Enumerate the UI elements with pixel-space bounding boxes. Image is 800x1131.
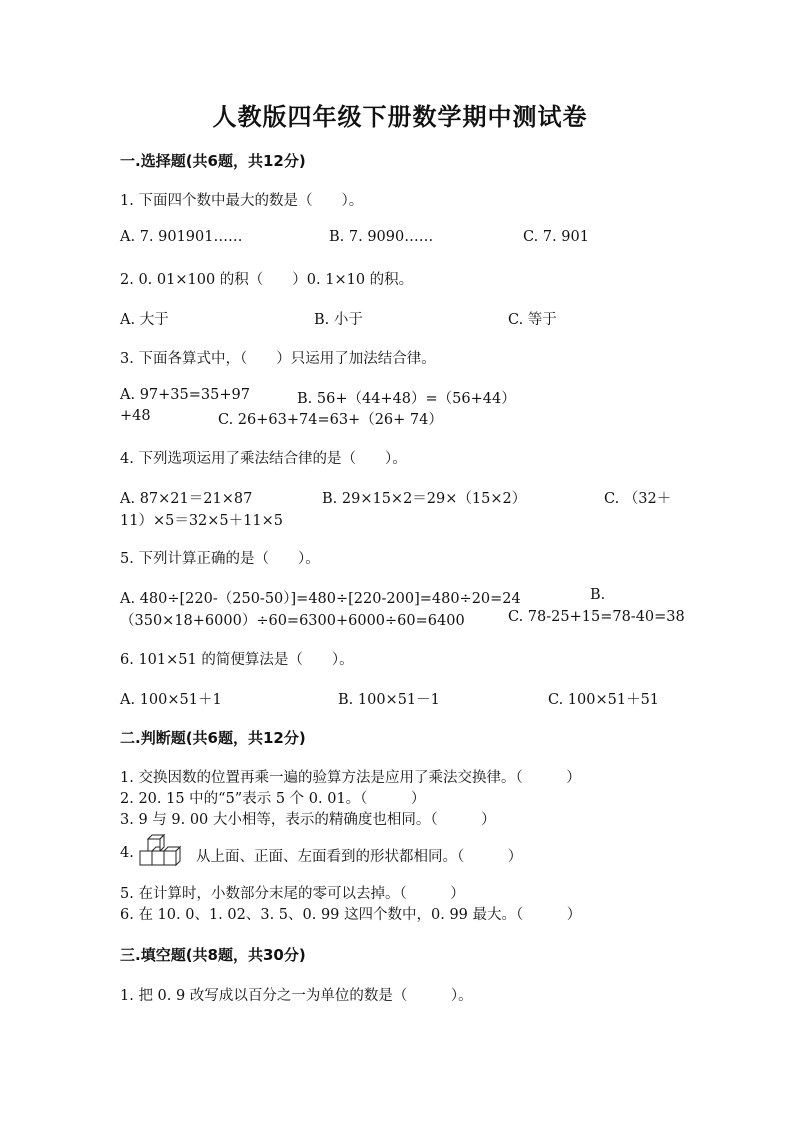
section-heading-fill-blank: 三.填空题(共8题，共30分)	[120, 946, 306, 964]
option-b: B. 小于	[314, 312, 363, 328]
question-stem: 1. 下面四个数中最大的数是（ ）。	[120, 193, 364, 209]
cube-stack-icon	[138, 833, 190, 869]
option-c: C. 26+63+74=63+（26+ 74）	[218, 412, 443, 428]
option-b-continued: （350×18+6000）÷60=6300+6000÷60=6400	[120, 613, 465, 629]
option-a: A. 87×21＝21×87	[120, 491, 253, 507]
option-c: C. 7. 901	[523, 229, 589, 245]
judgement-item: 2. 20. 15 中的“5”表示 5 个 0. 01。（ ）	[120, 791, 426, 807]
judgement-item-number: 4.	[120, 845, 134, 861]
judgement-item: 5. 在计算时，小数部分末尾的零可以去掉。（ ）	[120, 886, 465, 902]
question-stem: 2. 0. 01×100 的积（ ）0. 1×10 的积。	[120, 272, 414, 288]
option-b: B. 100×51－1	[338, 692, 440, 708]
judgement-item: 1. 交换因数的位置再乘一遍的验算方法是应用了乘法交换律。（ ）	[120, 770, 581, 786]
option-a: A. 97+35=35+97	[120, 387, 250, 403]
option-c: C. 等于	[508, 312, 557, 328]
option-b: B. 7. 9090……	[329, 229, 434, 245]
judgement-item: 从上面、正面、左面看到的形状都相同。（ ）	[196, 849, 523, 865]
section-heading-judgement: 二.判断题(共6题，共12分)	[120, 729, 306, 747]
option-b: B. 56+（44+48）=（56+44）	[297, 391, 516, 407]
option-a: A. 大于	[120, 312, 169, 328]
option-b: B.	[590, 587, 606, 603]
option-a: A. 100×51＋1	[120, 692, 222, 708]
question-stem: 5. 下列计算正确的是（ ）。	[120, 551, 320, 567]
option-c-continued: 11）×5＝32×5＋11×5	[120, 513, 283, 529]
option-a: A. 7. 901901……	[120, 229, 243, 245]
option-c: C. 78-25+15=78-40=38	[508, 609, 685, 625]
question-stem: 3. 下面各算式中，（ ）只运用了加法结合律。	[120, 351, 436, 367]
question-stem: 6. 101×51 的简便算法是（ ）。	[120, 652, 354, 668]
option-c: C. 100×51＋51	[548, 692, 660, 708]
page-title: 人教版四年级下册数学期中测试卷	[212, 102, 588, 131]
option-a: A. 480÷[220-（250-50）]=480÷[220-200]=480÷20=24	[120, 591, 521, 607]
section-heading-choice: 一.选择题(共6题，共12分)	[120, 152, 306, 170]
option-b-continued: +48	[120, 408, 151, 424]
judgement-item: 3. 9 与 9. 00 大小相等，表示的精确度也相同。（ ）	[120, 812, 496, 828]
judgement-item: 6. 在 10. 0、1. 02、3. 5、0. 99 这四个数中，0. 99 最大。（ ）	[120, 907, 582, 923]
question-stem: 4. 下列选项运用了乘法结合律的是（ ）。	[120, 451, 407, 467]
option-b: B. 29×15×2＝29×（15×2）	[322, 491, 527, 507]
fill-blank-item: 1. 把 0. 9 改写成以百分之一为单位的数是（ ）。	[120, 988, 473, 1004]
option-c: C. （32＋	[604, 491, 672, 507]
